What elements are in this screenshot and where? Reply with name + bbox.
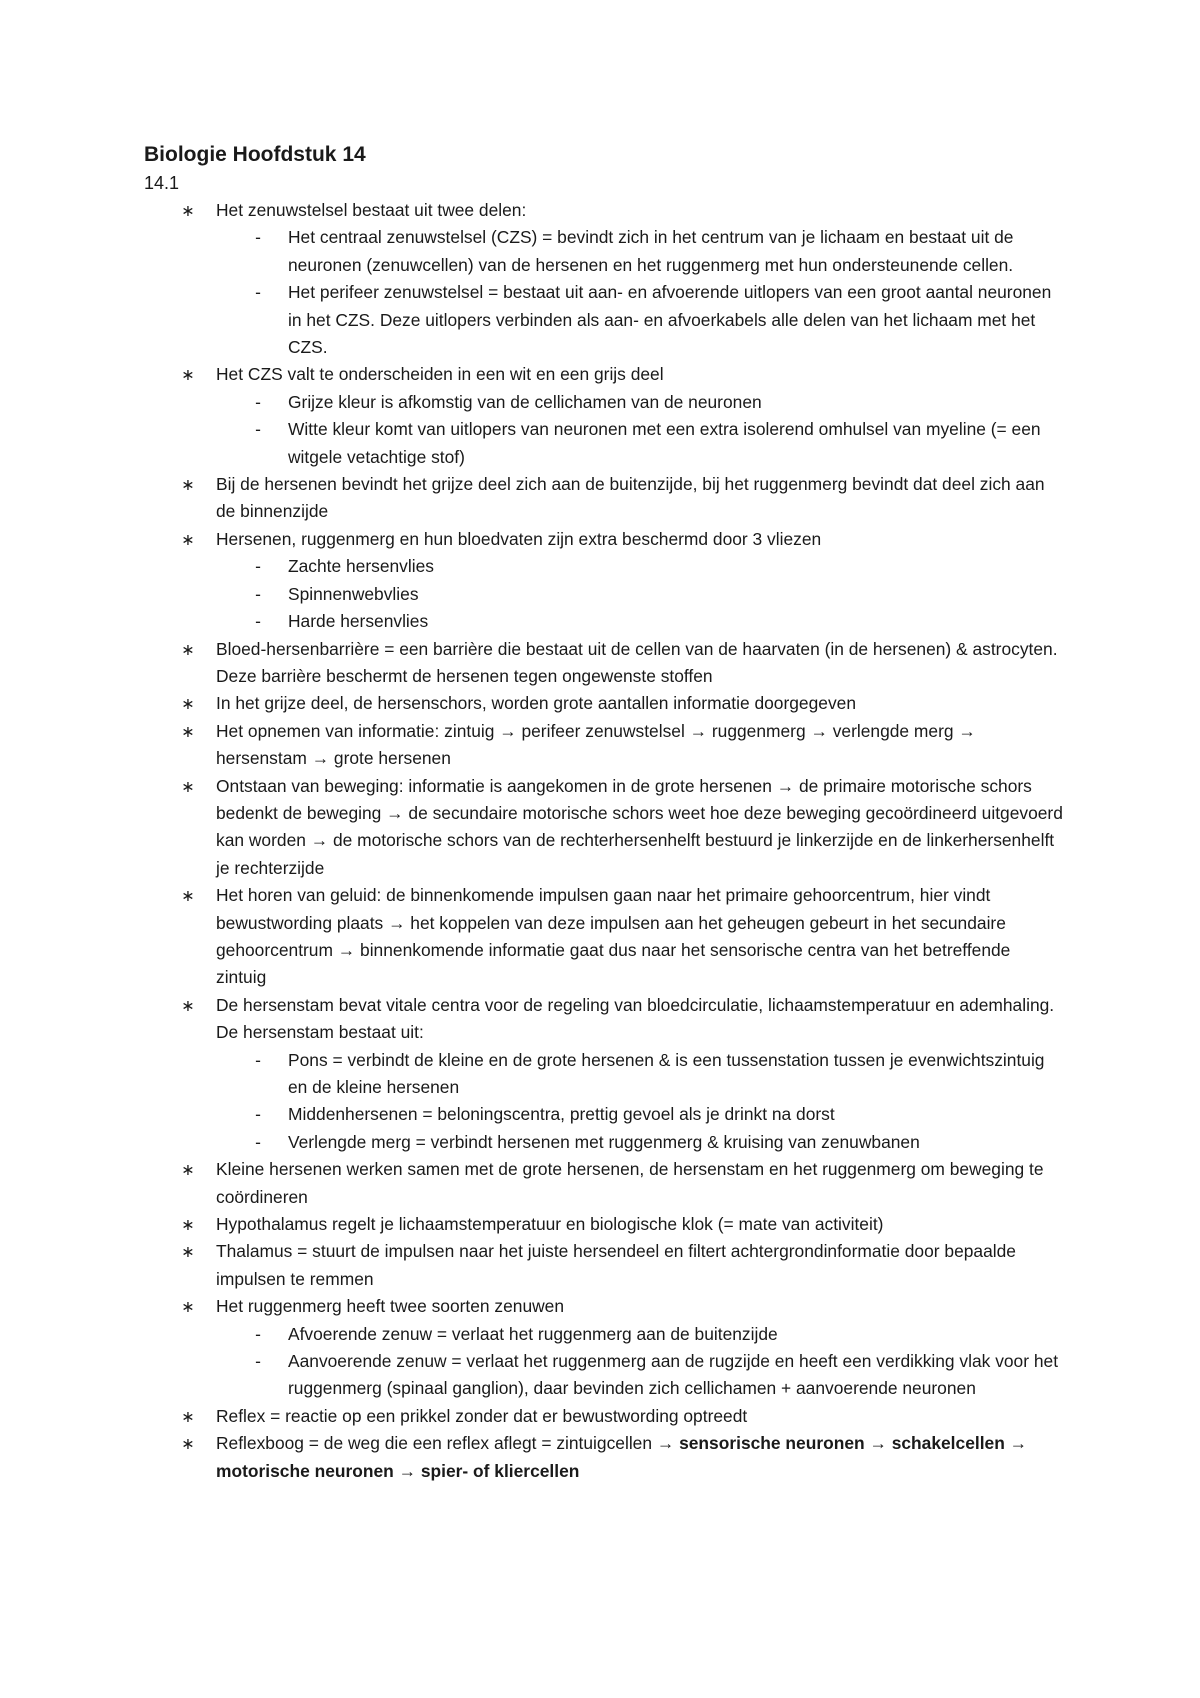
reflexboog-arrow-2: → <box>1004 1433 1028 1454</box>
dash-bullet-icon: - <box>255 227 261 248</box>
section-number: 14.1 <box>144 173 180 193</box>
list-item <box>144 718 1064 773</box>
asterisk-bullet-icon: ∗ <box>181 365 195 385</box>
reflexboog-spier: spier- of kliercellen <box>420 1460 580 1481</box>
list-item <box>144 636 1064 691</box>
list-item <box>144 1156 1064 1211</box>
list-item-text: Het opnemen van informatie: zintuig → perifeer zenuwstelsel → ruggenmerg → verlengde merg → hersenstam → grote hersenen <box>216 720 976 769</box>
dash-bullet-icon: - <box>255 611 261 632</box>
document-content <box>144 140 1064 1485</box>
reflexboog-list <box>144 1430 1064 1485</box>
dash-bullet-icon: - <box>255 1049 261 1070</box>
list-item <box>144 773 1064 883</box>
list-item <box>144 1293 1064 1403</box>
asterisk-bullet-icon: ∗ <box>181 1215 195 1235</box>
sub-list-item-text: Zachte hersenvlies <box>288 556 434 577</box>
list-item <box>144 1211 1064 1238</box>
sub-list-item <box>144 389 1064 416</box>
list-item <box>144 1238 1064 1293</box>
sub-list-item-text: Spinnenwebvlies <box>288 583 419 604</box>
sub-list <box>216 1047 1064 1157</box>
list-item-text: Hypothalamus regelt je lichaamstemperatuur en biologische klok (= mate van activiteit) <box>216 1214 884 1235</box>
list-item-text: Ontstaan van beweging: informatie is aangekomen in de grote hersenen → de primaire motorische schors bedenkt de beweging → de secundaire motorische schors weet hoe deze beweging gecoördineerd uitgevoerd kan worden → de motorische schors van de rechterhersenhelft bestuurd je linkerzijde en de linkerhersenhelft je rechterzijde <box>216 775 1063 878</box>
reflexboog-lead: Reflexboog = de weg die een reflex aflegt = zintuigcellen → <box>216 1433 680 1454</box>
sub-list-item-text: Afvoerende zenuw = verlaat het ruggenmerg aan de buitenzijde <box>288 1323 778 1344</box>
dash-bullet-icon: - <box>255 1131 261 1152</box>
dash-bullet-icon: - <box>255 282 261 303</box>
sub-list-item <box>144 1101 1064 1128</box>
sub-list-item-text: Pons = verbindt de kleine en de grote hersenen & is een tussenstation tussen je evenwichtszintuig en de kleine hersenen <box>288 1049 1045 1097</box>
dash-bullet-icon: - <box>255 391 261 412</box>
sub-list-item <box>144 416 1064 471</box>
reflexboog-schakelcellen: schakelcellen <box>891 1433 1005 1454</box>
sub-list-item-text: Witte kleur komt van uitlopers van neuronen met een extra isolerend omhulsel van myeline (= een witgele vetachtige stof) <box>288 419 1041 467</box>
asterisk-bullet-icon: ∗ <box>181 1160 195 1180</box>
asterisk-bullet-icon: ∗ <box>181 1297 195 1317</box>
dash-bullet-icon: - <box>255 1323 261 1344</box>
list-item <box>144 526 1064 636</box>
list-item <box>144 471 1064 526</box>
list-item-text: Bij de hersenen bevindt het grijze deel zich aan de buitenzijde, bij het ruggenmerg bevindt dat deel zich aan de binnenzijde <box>216 474 1045 522</box>
list-item-text: Kleine hersenen werken samen met de grote hersenen, de hersenstam en het ruggenmerg om beweging te coördineren <box>216 1159 1044 1207</box>
sub-list-item-text: Verlengde merg = verbindt hersenen met ruggenmerg & kruising van zenuwbanen <box>288 1131 920 1152</box>
sub-list-item <box>144 581 1064 608</box>
list-item-text: In het grijze deel, de hersenschors, worden grote aantallen informatie doorgegeven <box>216 693 856 714</box>
reflexboog-arrow-3: → <box>393 1460 421 1481</box>
dash-bullet-icon: - <box>255 583 261 604</box>
asterisk-bullet-icon: ∗ <box>181 201 195 220</box>
asterisk-bullet-icon: ∗ <box>181 995 195 1015</box>
list-item-text: Bloed-hersenbarrière = een barrière die bestaat uit de cellen van de haarvaten (in de hersenen) & astrocyten. Deze barrière beschermt de hersenen tegen ongewenste stoffen <box>216 638 1058 686</box>
sub-list-item-text: Harde hersenvlies <box>288 611 429 632</box>
asterisk-bullet-icon: ∗ <box>181 694 195 714</box>
dash-bullet-icon: - <box>255 1104 261 1125</box>
sub-list-item-text: Grijze kleur is afkomstig van de cellichamen van de neuronen <box>288 391 762 412</box>
asterisk-bullet-icon: ∗ <box>181 1406 195 1426</box>
bullet-list <box>144 197 1064 1430</box>
list-item <box>144 992 1064 1156</box>
asterisk-bullet-icon: ∗ <box>181 529 195 549</box>
sub-list-item <box>144 1129 1064 1156</box>
sub-list-item <box>144 608 1064 635</box>
asterisk-bullet-icon: ∗ <box>181 776 195 796</box>
list-item-text: De hersenstam bevat vitale centra voor de regeling van bloedcirculatie, lichaamstemperatuur en ademhaling. De hersenstam bestaat uit: <box>216 994 1055 1043</box>
asterisk-bullet-icon: ∗ <box>181 639 195 659</box>
list-item-text: Hersenen, ruggenmerg en hun bloedvaten zijn extra beschermd door 3 vliezen <box>216 528 822 549</box>
sub-list-item <box>144 1348 1064 1403</box>
list-item <box>144 1430 1064 1485</box>
list-item <box>144 197 1064 361</box>
sub-list-item-text: Aanvoerende zenuw = verlaat het ruggenmerg aan de rugzijde en heeft een verdikking vlak voor het ruggenmerg (spinaal ganglion), daar bevinden zich cellichamen + aanvoerende neuronen <box>288 1351 1059 1399</box>
reflexboog-arrow-1: → <box>864 1433 892 1454</box>
sub-list <box>216 1321 1064 1403</box>
reflexboog-sensorische: sensorische neuronen <box>679 1433 865 1454</box>
dash-bullet-icon: - <box>255 1351 261 1372</box>
sub-list <box>216 553 1064 635</box>
list-item-text: Reflex = reactie op een prikkel zonder dat er bewustwording optreedt <box>216 1405 748 1426</box>
sub-list-item <box>144 279 1064 361</box>
dash-bullet-icon: - <box>255 419 261 440</box>
asterisk-bullet-icon: ∗ <box>181 1242 195 1262</box>
reflexboog-motorische: motorische neuronen <box>216 1460 394 1481</box>
list-item <box>144 882 1064 992</box>
list-item <box>144 1403 1064 1430</box>
list-item-text: Het CZS valt te onderscheiden in een wit en een grijs deel <box>216 364 664 385</box>
sub-list-item <box>144 1047 1064 1102</box>
dash-bullet-icon: - <box>255 556 261 577</box>
list-item <box>144 361 1064 471</box>
sub-list <box>216 389 1064 471</box>
asterisk-bullet-icon: ∗ <box>181 721 195 741</box>
sub-list-item-text: Middenhersenen = beloningscentra, prettig gevoel als je drinkt na dorst <box>288 1104 835 1125</box>
sub-list-item <box>144 224 1064 279</box>
sub-list <box>216 224 1064 361</box>
asterisk-bullet-icon: ∗ <box>181 886 195 906</box>
sub-list-item <box>144 1321 1064 1348</box>
asterisk-bullet-icon: ∗ <box>181 475 195 495</box>
list-item-text: Het ruggenmerg heeft twee soorten zenuwen <box>216 1296 565 1317</box>
sub-list-item <box>144 553 1064 580</box>
list-item <box>144 690 1064 717</box>
sub-list-item-text: Het centraal zenuwstelsel (CZS) = bevindt zich in het centrum van je lichaam en bestaat uit de neuronen (zenuwcellen) van de hersenen en het ruggenmerg met hun ondersteunende cellen. <box>288 227 1014 275</box>
list-item-text: Thalamus = stuurt de impulsen naar het juiste hersendeel en filtert achtergrondinformatie door bepaalde impulsen te remmen <box>216 1241 1016 1289</box>
sub-list-item-text: Het perifeer zenuwstelsel = bestaat uit aan- en afvoerende uitlopers van een groot aantal neuronen in het CZS. Deze uitlopers verbinden als aan- en afvoerkabels alle delen van het lichaam met het CZS. <box>288 282 1052 358</box>
list-item-text: Het zenuwstelsel bestaat uit twee delen: <box>216 200 527 220</box>
list-item-text: Het horen van geluid: de binnenkomende impulsen gaan naar het primaire gehoorcentrum, hier vindt bewustwording plaats → het koppelen van deze impulsen aan het geheugen gebeurt in het secundaire gehoorcentrum → binnenkomende informatie gaat dus naar het sensorische centra van het betreffende zintuig <box>216 885 1011 988</box>
asterisk-bullet-icon: ∗ <box>181 1434 195 1454</box>
page-title: Biologie Hoofdstuk 14 <box>144 143 366 166</box>
